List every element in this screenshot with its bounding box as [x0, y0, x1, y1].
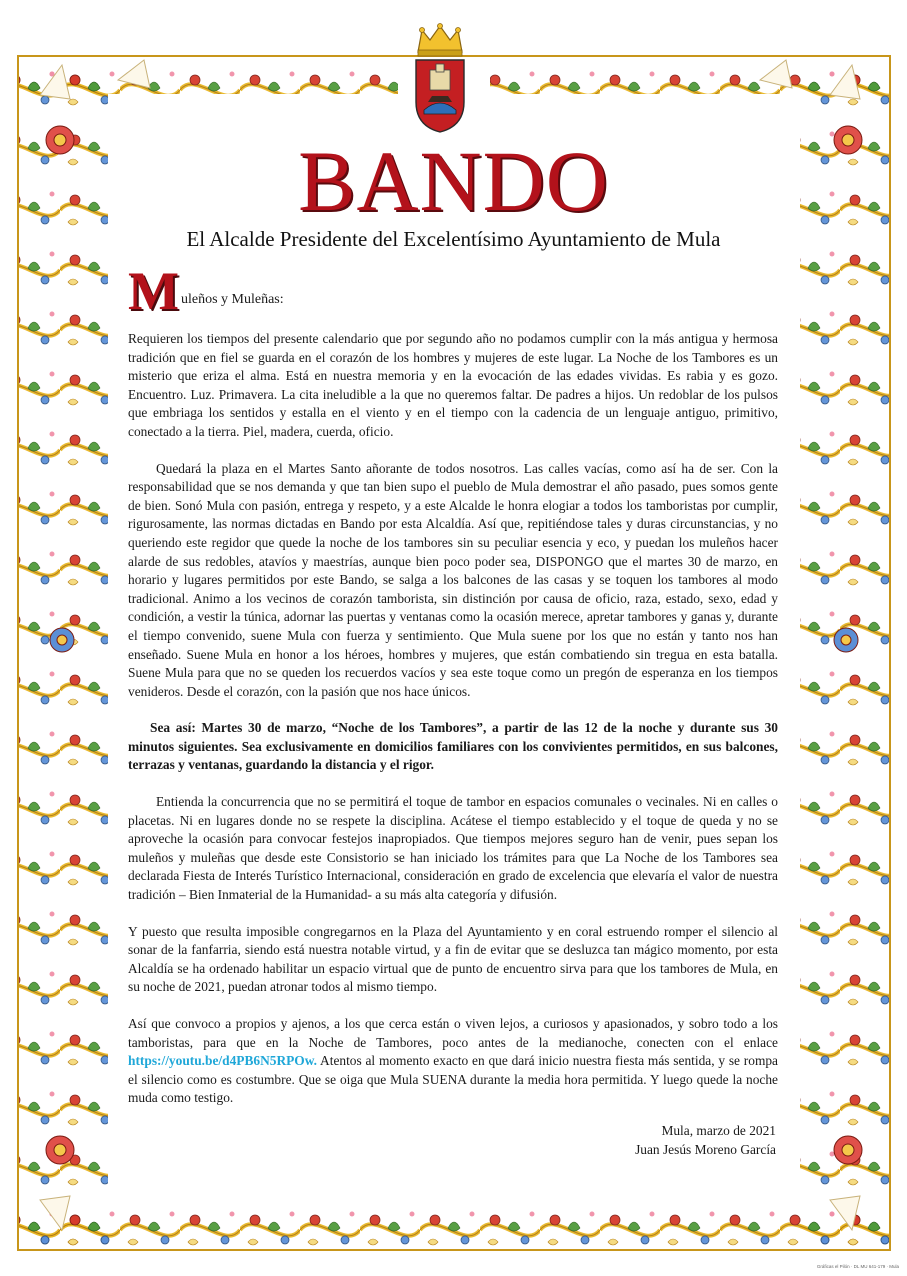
paragraph-6-before: Así que convoco a propios y ajenos, a los que cerca están o viven lejos, a curiosos y apasionados, y sobro todo a los tamboristas, para que en la Noche de Tambores, poco antes de la medianoche, conecten con el enlace — [128, 1016, 778, 1050]
paragraph-6 — [128, 1015, 778, 1108]
printer-imprint: Gráficas el Pilón · DL MU 641-179 · Mula — [816, 1264, 899, 1269]
paragraph-3-decree: Sea así: Martes 30 de marzo, “Noche de los Tambores”, a partir de las 12 de la noche y durante sus 30 minutos siguientes. Sea exclusivamente en domicilios familiares con los convivientes permitidos, en sus balcones, terrazas y ventanas, guardando la distancia y el rigor. — [128, 720, 778, 773]
paragraph-4: Entienda la concurrencia que no se permitirá el toque de tambor en espacios comunales o vecinales. Ni en calles o placetas. Ni en lugares donde no se respete la disciplina. Acátese el tiempo establecido y el toque de queda y no se aproveche la ocasión para convocar festejos inapropiados. Que tiempos mejores seguro han de venir, pues sepan los muleños y muleñas que desde este Consistorio se han iniciado los trámites para que La Noche de los Tambores sea declarada Fiesta de Interés Turístico Internacional, consideración en grado de excelencia que elevaría el valor de nuestra tradición – Bien Inmaterial de la Humanidad- a su más alta categoría y difusión. — [128, 794, 778, 903]
signature-place-date: Mula, marzo de 2021 — [661, 1123, 776, 1138]
paragraph-5: Y puesto que resulta imposible congregarnos en la Plaza del Ayuntamiento y en coral estruendo romper el silencio al sonar de la fanfarria, siendo está nuestra notable virtud, y a fin de evitar que se desluzca tan mágico momento, por esta Alcaldía se ha ordenado habilitar un espacio virtual que de punto de encuentro sirva para que los tambores de Mula, en su noche de 2021, puedan atronar todos al mismo tiempo. — [128, 923, 778, 995]
paragraph-2: Quedará la plaza en el Martes Santo añorante de todos nosotros. Las calles vacías, como así ha de ser. Con la responsabilidad que se nos demanda y que tan bien supo el pueblo de Mula demostrar el año pasado, pues somos gente de bien. Sonó Mula con pasión, entrega y respeto, y a este Alcalde le honra elogiar a todos los tamboristas por cumplir, rigurosamente, las normas dictadas en Bando por esta Alcaldía. Así que, repitiéndose tales y duras circunstancias, y no queriendo este regidor que quede la noche de los tambores sin su peculiar esencia y eco, y puedan los muleños hacer alarde de sus redobles, atavíos y maestrías, aunque bien poco poder sea, DISPONGO que el martes 30 de marzo, en horario y lugares permitidos por este Bando, se salga a los balcones de las casas y se toquen los tambores al modo tradicional. Animo a los vecinos de corazón tamborista, sin distinción por causa de oficio, raza, estado, sexo, edad y condición, a vestir la túnica, adornar las puertas y ventanas como la ocasión merece, apretar tambores y ganas y, durante el tiempo convenido, suene Mula con fuerza y sentimiento. Que Mula suene por los que no están y tanto nos han enseñado. Suene Mula en honor a los héroes, hombres y mujeres, que están combatiendo sin tregua en esta batalla. Suene Mula para que no se queden los recuerdos vacíos y sea este toque como un pregón de esperanza en los tiempos venideros. Desde el corazón, con la pasión que nos hace únicos. — [128, 460, 778, 699]
letter-body — [128, 261, 778, 1126]
signature-name: Juan Jesús Moreno García — [635, 1141, 776, 1157]
paragraph-1: Requieren los tiempos del presente calendario que por segundo año no podamos cumplir con la más antigua y hermosa tradición que en fiel se guarda en el corazón de los hombres y mujeres de este lugar. La Noche de los Tambores es un misterio que eriza el alma. Está en nuestra memoria y en la evocación de las edades vividas. Es rabia y es gozo. Encuentro. Luz. Primavera. La cita ineludible a la que no queremos faltar. De padres a hijos. Un redoblar de los pulsos que embriaga los sentidos y estalla en el viento y en el tiempo con la cadencia de un lenguaje antiguo, primitivo, conectado a la tierra. Piel, madera, cuerda, oficio. — [128, 331, 778, 439]
salutation-text: uleños y Muleñas: — [180, 292, 284, 307]
coat-of-arms-icon — [412, 22, 468, 134]
drop-cap: M — [128, 261, 179, 321]
youtube-link[interactable]: https://youtu.be/d4PB6N5RPOw. — [128, 1053, 317, 1069]
paragraph-6-after: Atentos al momento exacto en que dará inicio nuestra fiesta más sentida, y se rompa el silencio como es costumbre. Que se oiga que Mula SUENA durante la media hora permitida. Y luego quede la noche muda como testigo. — [128, 1053, 778, 1106]
signature-block — [635, 1122, 776, 1159]
page-subtitle: El Alcalde Presidente del Excelentísimo Ayuntamiento de Mula — [186, 227, 721, 251]
page-title: BANDO — [298, 133, 609, 229]
salutation — [128, 261, 778, 321]
